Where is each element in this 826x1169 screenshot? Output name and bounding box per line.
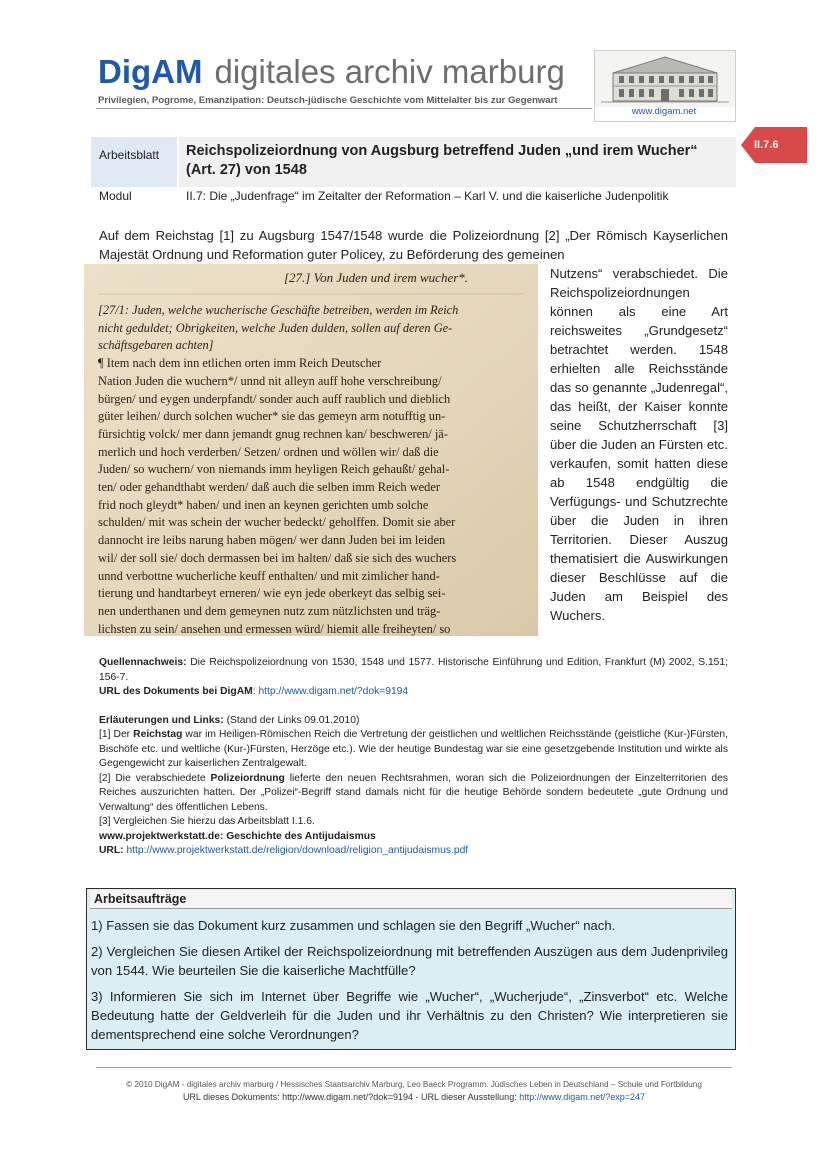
document-url-label: URL des Dokuments bei DigAM xyxy=(99,686,253,697)
tasks-list xyxy=(91,916,728,1051)
document-url-line xyxy=(99,685,728,700)
notes-section xyxy=(99,656,728,859)
source-label: Quellennachweis: xyxy=(99,657,187,668)
explanations-header xyxy=(99,714,728,729)
footnote-2-prefix: [2] Die verabschiedete xyxy=(99,772,211,784)
scan-line: güter leihen/ durch solchen wucher* sie das gemeyn arm notufftig un- xyxy=(98,409,446,424)
scan-line: wil/ der soll sie/ doch dermassen bei im halten/ daß sie sich des wuchers xyxy=(98,550,457,565)
external-link-label: URL: xyxy=(99,845,124,856)
footnote-2 xyxy=(99,772,728,816)
scan-text xyxy=(98,302,526,636)
worksheet-label-cell xyxy=(91,137,177,187)
footnote-2-term: Polizeiordnung xyxy=(210,772,285,784)
footnote-1-text: war im Heiligen-Römischen Reich die Vertretung der geistlichen und weltlichen Reichsstände (geistliche (Kur-)Fürsten, Bischöfe etc. und weltliche (Kur-)Fürsten, Herzöge etc.). Wie der heutige Bundestag war sie eine gesetzgebende Institution und wirkte als Gegengewicht zur kaiserlichen Zentralgewalt. xyxy=(99,729,729,769)
scan-line: nicht geduldet; Obrigkeiten, welche Juden dulden, sollen auf deren Ge- xyxy=(98,320,453,335)
footer-urls xyxy=(96,1092,732,1102)
task-item: 2) Vergleichen Sie diesen Artikel der Reichspolizeiordnung mit betreffenden Auszügen aus dem Judenprivileg von 1544. Wie beurteilen Sie die kaiserliche Machtfülle? xyxy=(91,944,728,978)
worksheet-code: II.7.6 xyxy=(754,139,779,151)
external-link-title xyxy=(99,830,728,845)
scan-line: tierung und handtarbeyt erneren/ wie eyn jede oberkeyt das selbig sei- xyxy=(98,586,446,601)
source-text: Die Reichspolizeiordnung von 1530, 1548 und 1577. Historische Einführung und Edition, Frankfurt (M) 2002, S.151; 156-7. xyxy=(99,657,728,683)
document-url-link[interactable]: http://www.digam.net/?dok=9194 xyxy=(258,686,409,697)
scan-line: Nation Juden die wuchern*/ unnd nit alleyn auff hohe verschreibung/ xyxy=(98,373,442,388)
scan-line: dannocht ire leibs narung haben mögen/ wer dann Juden bei im leiden xyxy=(98,533,446,548)
scan-line: ten/ oder gehandthabt werden/ daß auch die selben imm Reich weder xyxy=(98,480,440,495)
scan-heading: [27.] Von Juden und irem wucher*. xyxy=(284,270,469,285)
exhibition-url-link[interactable]: http://www.digam.net/?exp=247 xyxy=(519,1092,646,1102)
brand-title xyxy=(98,52,565,92)
scan-line: Juden/ so wuchern/ von niemands imm heyligen Reich gehaußt/ gehal- xyxy=(98,462,450,477)
footer-copyright: © 2010 DigAM - digitales archiv marburg / Hessisches Staatsarchiv Marburg, Leo Baeck Programm. Jüdisches Leben in Deutschland – Schule und Fortbildung xyxy=(126,1080,702,1089)
scan-line: lichsten zu sein/ ansehen und ermessen würd/ hiemit alle freiheyten/ so xyxy=(98,621,451,636)
scan-line: schulden/ mit was schein der wucher bedeckt/ geholffen. Domit sie aber xyxy=(98,515,456,530)
footer-divider xyxy=(96,1067,732,1068)
module-text: II.7: Die „Judenfrage“ im Zeitalter der Reformation – Karl V. und die kaiserliche Judenpolitik xyxy=(186,189,669,203)
scan-line: bürgen/ und eygen underpfandt/ sonder auch auff raublich und dieblich xyxy=(98,391,451,406)
scan-line: [27/1: Juden, welche wucherische Geschäfte betreiben, werden im Reich xyxy=(98,303,459,317)
worksheet-label: Arbeitsblatt xyxy=(99,148,160,162)
task-item: 1) Fassen sie das Dokument kurz zusammen und schlagen sie den Begriff „Wucher“ nach. xyxy=(91,918,616,933)
tasks-title: Arbeitsaufträge xyxy=(94,892,187,906)
footer-url-text: URL dieses Dokuments: http://www.digam.net/?dok=9194 - URL dieser Ausstellung: xyxy=(182,1092,520,1102)
explanations-date: (Stand der Links 09.01.2010) xyxy=(223,714,360,726)
footnote-2-text: lieferte den neuen Rechtsrahmen, woran sich die Polizeiordnungen der Einzelterritorien des Reiches auszurichten hatten. Der „Polizei“-Begriff stand damals nicht für die heutige Behörde sondern bedeutete „gute Ordnung und Verwaltung“ des öffentlichen Lebens. xyxy=(99,772,728,813)
footnote-1 xyxy=(99,728,728,772)
scan-line: schäftsgebaren achten] xyxy=(98,338,214,353)
worksheet-title: Reichspolizeiordnung von Augsburg betreffend Juden „und irem Wucher“ (Art. 27) von 1548 xyxy=(186,143,698,178)
scan-line: fürsichtig volck/ mer dann jemandt gnug rechnen kan/ beschweren/ jä- xyxy=(98,426,448,441)
source-citation xyxy=(99,656,728,685)
task-item: 3) Informieren Sie sich im Internet über Begriffe wie „Wucher“, „Wucherjude“, „Zinsverbot“ etc. Welche Bedeutung hatte der Geldverleih für die Juden und ihr Verhältnis zu den Christen? Wie interpretieren sie dementsprechend eine solche Verordnungen? xyxy=(91,989,728,1042)
external-link-line xyxy=(99,844,728,859)
scan-line: frid noch gleydt* haben/ und inen an keynen gerichten umb solche xyxy=(98,497,429,512)
footnote-3: [3] Vergleichen Sie hierzu das Arbeitsblatt I.1.6. xyxy=(99,816,315,827)
module-label: Modul xyxy=(99,189,132,203)
document-url-separator: : xyxy=(252,686,259,697)
scan-line: nen underthanen und dem gemeynen nutz zum nützlichsten und träg- xyxy=(98,603,441,618)
header-divider xyxy=(96,108,592,109)
building-icon xyxy=(595,51,735,107)
scan-line: ¶ Item nach dem inn etlichen orten imm Reich Deutscher xyxy=(98,356,382,371)
brand-short: DigAM xyxy=(98,53,203,90)
logo-url[interactable]: www.digam.net xyxy=(631,106,697,117)
source-document-scan xyxy=(84,264,538,636)
brand-long: digitales archiv marburg xyxy=(214,53,565,90)
header-subtitle: Privilegien, Pogrome, Emanzipation: Deutsch-jüdische Geschichte vom Mittelalter bis zur Gegenwart xyxy=(98,95,558,106)
intro-side-paragraph: Nutzens“ verabschiedet. Die Reichspolizeiordnungen können als eine Art reichsweites „Grundgesetz“ betrachtet werden. 1548 erhielten alle Reichsstände das so genannte „Judenregal“, das heißt, der Kaiser konnte seine Schutzherrschaft [3] über die Juden an Fürsten etc. verkaufen, somit hatten diese ab 1548 endgültig die Verfügungs- und Schutzrechte über die Juden in ihren Territorien. Dieser Auszug thematisiert die Auswirkungen dieser Beschlüsse auf die Juden am Beispiel des Wuchers. xyxy=(550,266,728,623)
external-link-url[interactable]: http://www.projektwerkstatt.de/religion/download/religion_antijudaismus.pdf xyxy=(123,845,469,856)
scan-line: merlich und hoch verderben/ Setzen/ ordnen und wöllen wir/ daß die xyxy=(98,444,439,459)
scan-line: unnd verbottne wucherliche keuff enthalten/ und mit zimlicher hand- xyxy=(98,568,440,583)
intro-paragraph: Auf dem Reichstag [1] zu Augsburg 1547/1548 wurde die Polizeiordnung [2] „Der Römisch Kayserlichen Majestät Ordnung und Reformation guter Policey, zu Beförderung des gemeinen xyxy=(99,228,728,262)
explanations-label: Erläuterungen und Links: xyxy=(99,714,224,726)
footnote-1-term: Reichstag xyxy=(133,729,183,740)
footnote-1-prefix: [1] Der xyxy=(99,729,134,740)
external-link-title-text: www.projektwerkstatt.de: Geschichte des Antijudaismus xyxy=(99,830,376,842)
